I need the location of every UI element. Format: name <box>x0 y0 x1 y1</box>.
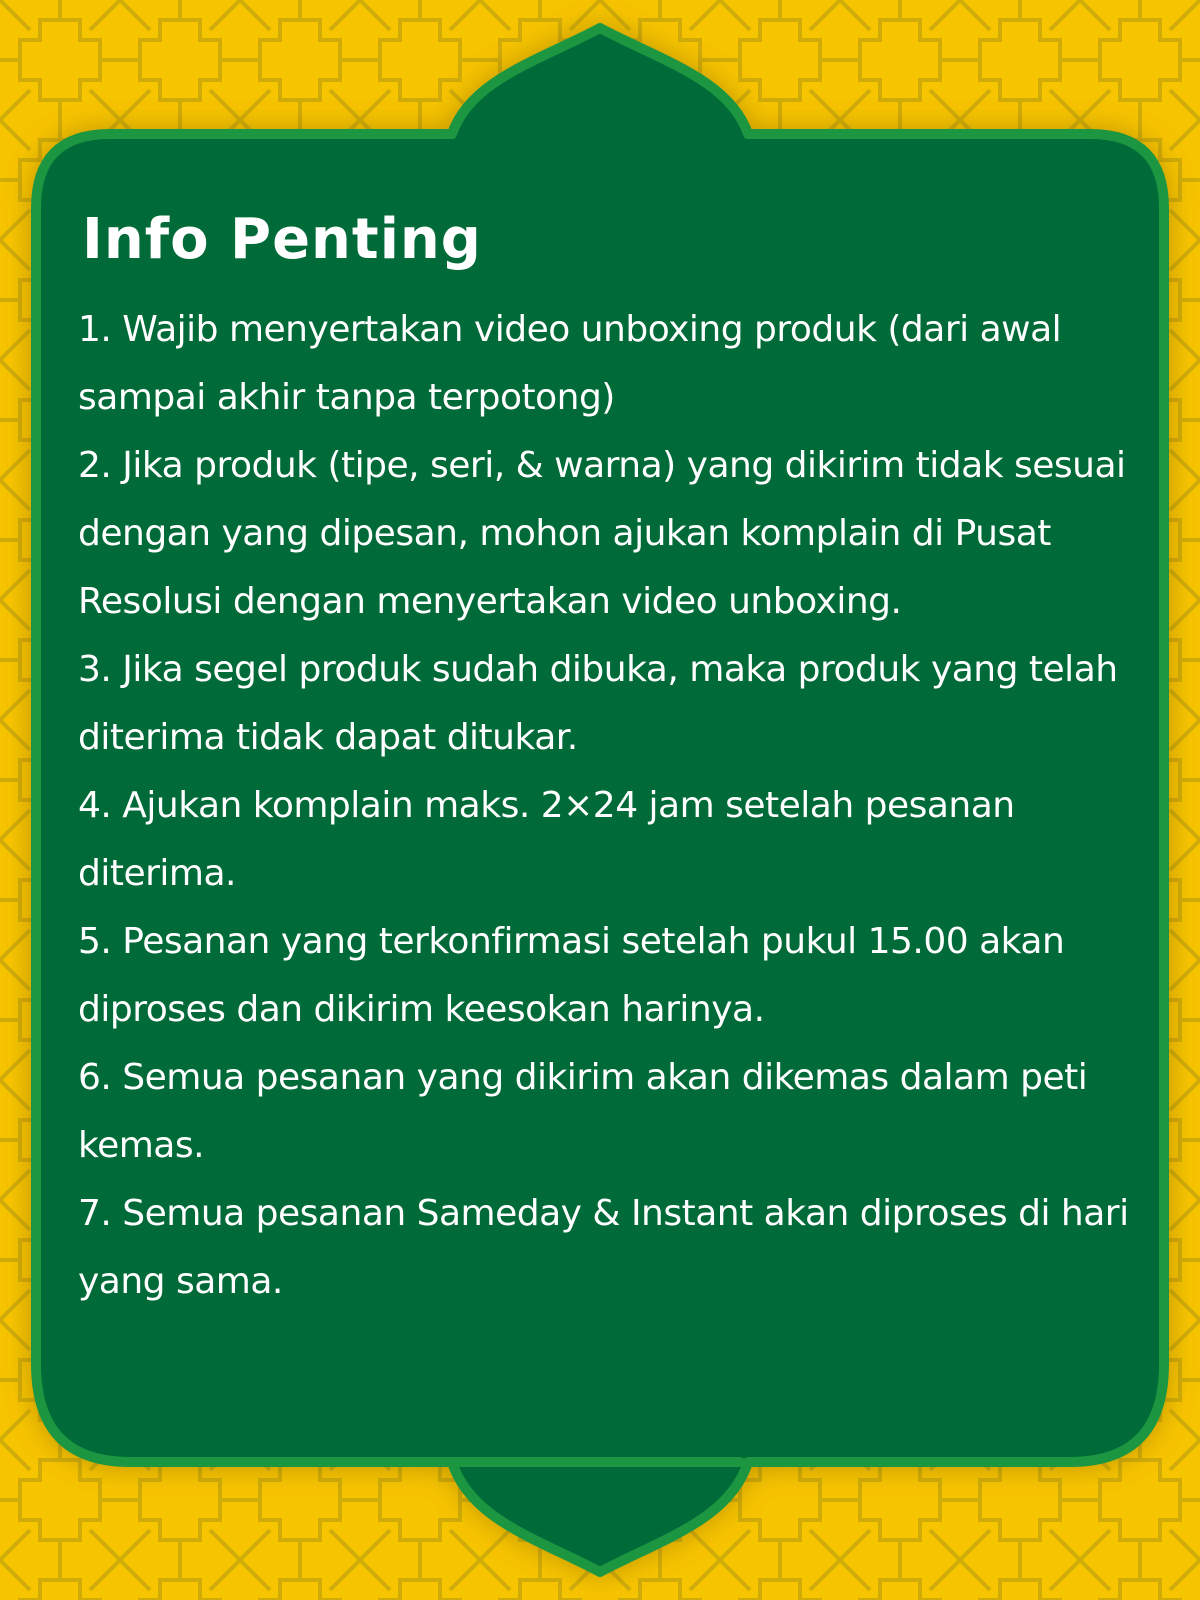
info-list <box>78 296 1138 1316</box>
info-item-5: 5. Pesanan yang terkonfirmasi setelah pukul 15.00 akan diproses dan dikirim keesokan harinya. <box>78 921 1065 1030</box>
info-item-2: 2. Jika produk (tipe, seri, & warna) yang dikirim tidak sesuai dengan yang dipesan, mohon ajukan komplain di Pusat Resolusi dengan menyertakan video unboxing. <box>78 445 1126 622</box>
info-item-3: 3. Jika segel produk sudah dibuka, maka produk yang telah diterima tidak dapat ditukar. <box>78 649 1118 758</box>
info-content <box>78 200 1138 1316</box>
info-item-6: 6. Semua pesanan yang dikirim akan dikemas dalam peti kemas. <box>78 1057 1088 1166</box>
info-item-1: 1. Wajib menyertakan video unboxing produk (dari awal sampai akhir tanpa terpotong) <box>78 309 1062 418</box>
page-title: Info Penting <box>82 207 482 272</box>
info-item-7: 7. Semua pesanan Sameday & Instant akan diproses di hari yang sama. <box>78 1193 1129 1302</box>
info-item-4: 4. Ajukan komplain maks. 2×24 jam setelah pesanan diterima. <box>78 785 1015 894</box>
